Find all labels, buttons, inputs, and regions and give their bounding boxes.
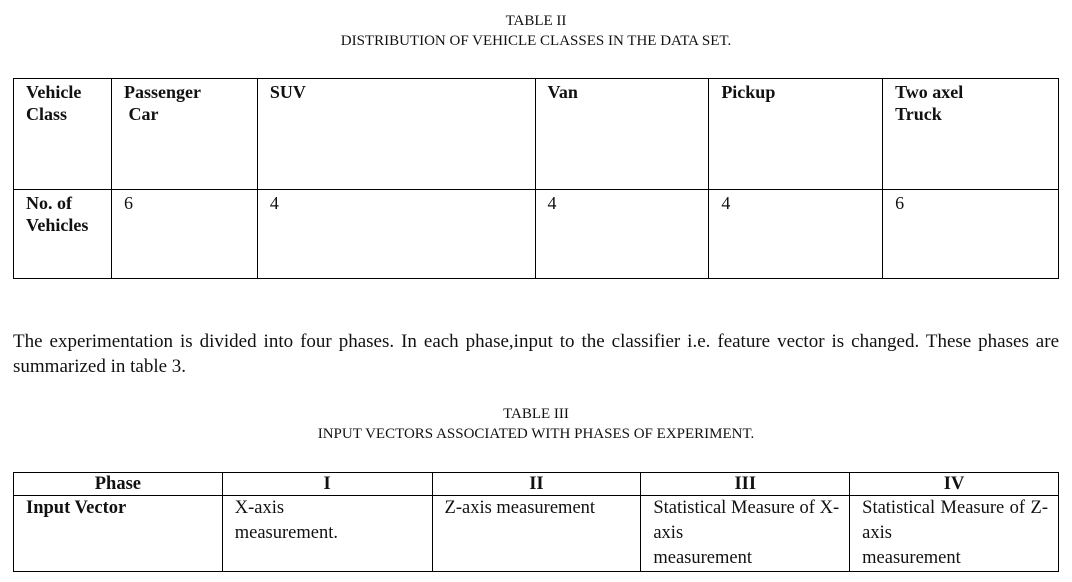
vector-cell: Z-axis measurement: [432, 496, 641, 572]
body-paragraph: The experimentation is divided into four phases. In each phase,input to the classifier i.e. feature vector is changed. These phases are summarized in table 3.: [13, 331, 1059, 377]
class-cell: SUV: [257, 79, 535, 190]
row-header-cell: Input Vector: [14, 496, 223, 572]
count-cell: 6: [883, 190, 1059, 279]
vector-cell: X-axis measurement.: [222, 496, 432, 572]
class-cell: Two axel Truck: [883, 79, 1059, 190]
class-cell: Passenger Car: [111, 79, 257, 190]
class-cell: Pickup: [709, 79, 883, 190]
class-cell: Van: [535, 79, 709, 190]
count-cell: 4: [709, 190, 883, 279]
header-cell: I: [222, 473, 432, 496]
row-header-cell: Vehicle Class: [14, 79, 112, 190]
vehicle-class-table: [13, 78, 1059, 279]
table3-label: TABLE III: [503, 406, 569, 422]
table3-caption: [0, 404, 1072, 444]
table-header-row: [14, 473, 1059, 496]
table2-label: TABLE II: [505, 13, 567, 29]
count-cell: 4: [257, 190, 535, 279]
table2-caption: [0, 11, 1072, 51]
count-cell: 4: [535, 190, 709, 279]
table-row: [14, 190, 1059, 279]
count-cell: 6: [111, 190, 257, 279]
vector-cell: Statistical Measure of X-axis measurement: [641, 496, 850, 572]
header-cell: Phase: [14, 473, 223, 496]
vector-cell: Statistical Measure of Z-axis measurement: [850, 496, 1059, 572]
table3-title: INPUT VECTORS ASSOCIATED WITH PHASES OF EXPERIMENT.: [317, 426, 755, 442]
table2-title: DISTRIBUTION OF VEHICLE CLASSES IN THE DATA SET.: [340, 33, 732, 49]
input-vector-table: [13, 472, 1059, 572]
header-cell: II: [432, 473, 641, 496]
row-header-cell: No. of Vehicles: [14, 190, 112, 279]
table-row: [14, 79, 1059, 190]
header-cell: IV: [850, 473, 1059, 496]
table-row: [14, 496, 1059, 572]
header-cell: III: [641, 473, 850, 496]
